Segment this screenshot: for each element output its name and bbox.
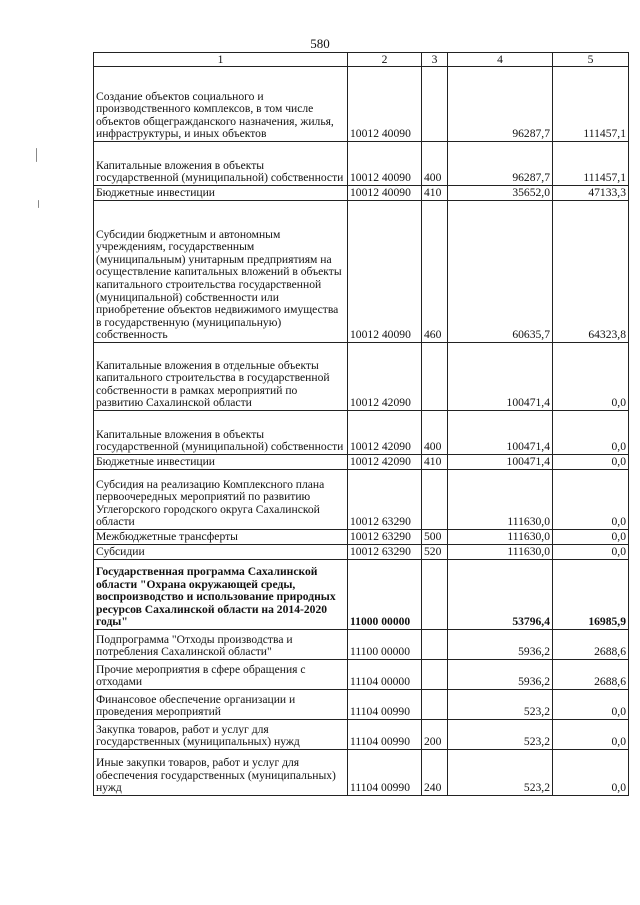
row-amount-year-2: 0,0 xyxy=(553,411,629,455)
table-row xyxy=(94,186,629,201)
row-target-code: 10012 63290 xyxy=(348,530,422,545)
row-amount-year-2: 0,0 xyxy=(553,530,629,545)
row-name: Капитальные вложения в отдельные объекты капитального строительства в государственной собственности в рамках мероприятий по развитию Сахалинской области xyxy=(94,343,348,411)
row-amount-year-1: 111630,0 xyxy=(448,545,553,560)
row-name: Государственная программа Сахалинской области "Охрана окружающей среды, воспроизводство и использование природных ресурсов Сахалинской области на 2014-2020 годы" xyxy=(94,560,348,630)
row-name: Подпрограмма "Отходы производства и потребления Сахалинской области" xyxy=(94,630,348,660)
row-amount-year-1: 5936,2 xyxy=(448,660,553,690)
table-row xyxy=(94,530,629,545)
row-amount-year-2: 0,0 xyxy=(553,470,629,530)
row-amount-year-2: 47133,3 xyxy=(553,186,629,201)
row-expense-type: 410 xyxy=(422,455,448,470)
row-name: Капитальные вложения в объекты государственной (муниципальной) собственности xyxy=(94,411,348,455)
row-amount-year-1: 53796,4 xyxy=(448,560,553,630)
row-target-code: 10012 63290 xyxy=(348,545,422,560)
header-col-3: 3 xyxy=(422,53,448,67)
row-amount-year-1: 111630,0 xyxy=(448,530,553,545)
row-expense-type xyxy=(422,470,448,530)
row-amount-year-2: 111457,1 xyxy=(553,67,629,142)
row-expense-type: 240 xyxy=(422,750,448,796)
row-amount-year-2: 0,0 xyxy=(553,750,629,796)
row-amount-year-2: 0,0 xyxy=(553,720,629,750)
row-name: Иные закупки товаров, работ и услуг для обеспечения государственных (муниципальных) нужд xyxy=(94,750,348,796)
row-target-code: 11104 00990 xyxy=(348,720,422,750)
row-name: Капитальные вложения в объекты государственной (муниципальной) собственности xyxy=(94,142,348,186)
row-amount-year-1: 523,2 xyxy=(448,750,553,796)
row-target-code: 11100 00000 xyxy=(348,630,422,660)
row-amount-year-2: 64323,8 xyxy=(553,201,629,343)
row-name: Межбюджетные трансферты xyxy=(94,530,348,545)
row-amount-year-1: 96287,7 xyxy=(448,142,553,186)
table-row xyxy=(94,201,629,343)
row-amount-year-2: 16985,9 xyxy=(553,560,629,630)
row-amount-year-2: 0,0 xyxy=(553,690,629,720)
row-target-code: 11000 00000 xyxy=(348,560,422,630)
row-amount-year-1: 60635,7 xyxy=(448,201,553,343)
row-amount-year-2: 0,0 xyxy=(553,545,629,560)
row-amount-year-1: 100471,4 xyxy=(448,455,553,470)
row-target-code: 10012 42090 xyxy=(348,411,422,455)
table-row xyxy=(94,545,629,560)
row-expense-type: 460 xyxy=(422,201,448,343)
row-amount-year-2: 2688,6 xyxy=(553,660,629,690)
row-expense-type xyxy=(422,343,448,411)
row-target-code: 10012 40090 xyxy=(348,201,422,343)
row-amount-year-2: 0,0 xyxy=(553,455,629,470)
row-name: Закупка товаров, работ и услуг для государственных (муниципальных) нужд xyxy=(94,720,348,750)
row-name: Финансовое обеспечение организации и проведения мероприятий xyxy=(94,690,348,720)
row-expense-type xyxy=(422,660,448,690)
row-name: Субсидии бюджетным и автономным учреждениям, государственным (муниципальным) унитарным предприятиям на осуществление капитальных вложений в объекты капитального строительства государственной (муниципальной) собственности или приобретение объектов недвижимого имущества в государственную (муниципальную) собственность xyxy=(94,201,348,343)
table-row xyxy=(94,343,629,411)
row-expense-type: 200 xyxy=(422,720,448,750)
row-expense-type: 410 xyxy=(422,186,448,201)
row-expense-type xyxy=(422,67,448,142)
header-col-5: 5 xyxy=(553,53,629,67)
scan-speck xyxy=(36,148,37,162)
row-expense-type: 500 xyxy=(422,530,448,545)
row-expense-type xyxy=(422,690,448,720)
row-target-code: 10012 42090 xyxy=(348,455,422,470)
table-row xyxy=(94,750,629,796)
row-target-code: 11104 00000 xyxy=(348,660,422,690)
table-row xyxy=(94,690,629,720)
table-row xyxy=(94,560,629,630)
row-target-code: 10012 63290 xyxy=(348,470,422,530)
row-target-code: 11104 00990 xyxy=(348,750,422,796)
row-amount-year-1: 111630,0 xyxy=(448,470,553,530)
row-amount-year-1: 35652,0 xyxy=(448,186,553,201)
row-expense-type xyxy=(422,560,448,630)
table-row xyxy=(94,67,629,142)
header-col-4: 4 xyxy=(448,53,553,67)
table-row xyxy=(94,142,629,186)
table-row xyxy=(94,720,629,750)
header-col-1: 1 xyxy=(94,53,348,67)
row-amount-year-1: 523,2 xyxy=(448,720,553,750)
row-amount-year-1: 523,2 xyxy=(448,690,553,720)
table-row xyxy=(94,411,629,455)
row-name: Бюджетные инвестиции xyxy=(94,186,348,201)
table-header-row xyxy=(94,53,629,67)
row-amount-year-2: 0,0 xyxy=(553,343,629,411)
row-name: Субсидия на реализацию Комплексного плана первоочередных мероприятий по развитию Углегорского городского округа Сахалинской области xyxy=(94,470,348,530)
row-name: Субсидии xyxy=(94,545,348,560)
row-expense-type: 400 xyxy=(422,142,448,186)
row-target-code: 11104 00990 xyxy=(348,690,422,720)
scan-speck xyxy=(38,200,39,208)
row-amount-year-1: 96287,7 xyxy=(448,67,553,142)
table-row xyxy=(94,455,629,470)
table-row xyxy=(94,630,629,660)
row-expense-type: 400 xyxy=(422,411,448,455)
row-expense-type xyxy=(422,630,448,660)
row-name: Создание объектов социального и производственного комплексов, в том числе объектов общегражданского назначения, жилья, инфраструктуры, и иных объектов xyxy=(94,67,348,142)
row-expense-type: 520 xyxy=(422,545,448,560)
row-target-code: 10012 42090 xyxy=(348,343,422,411)
row-amount-year-1: 100471,4 xyxy=(448,343,553,411)
row-target-code: 10012 40090 xyxy=(348,142,422,186)
budget-table xyxy=(93,52,629,796)
row-name: Прочие мероприятия в сфере обращения с отходами xyxy=(94,660,348,690)
row-amount-year-2: 2688,6 xyxy=(553,630,629,660)
header-col-2: 2 xyxy=(348,53,422,67)
row-amount-year-1: 5936,2 xyxy=(448,630,553,660)
page-number: 580 xyxy=(310,36,330,51)
table-row xyxy=(94,470,629,530)
row-name: Бюджетные инвестиции xyxy=(94,455,348,470)
row-amount-year-2: 111457,1 xyxy=(553,142,629,186)
row-amount-year-1: 100471,4 xyxy=(448,411,553,455)
table-row xyxy=(94,660,629,690)
row-target-code: 10012 40090 xyxy=(348,186,422,201)
row-target-code: 10012 40090 xyxy=(348,67,422,142)
